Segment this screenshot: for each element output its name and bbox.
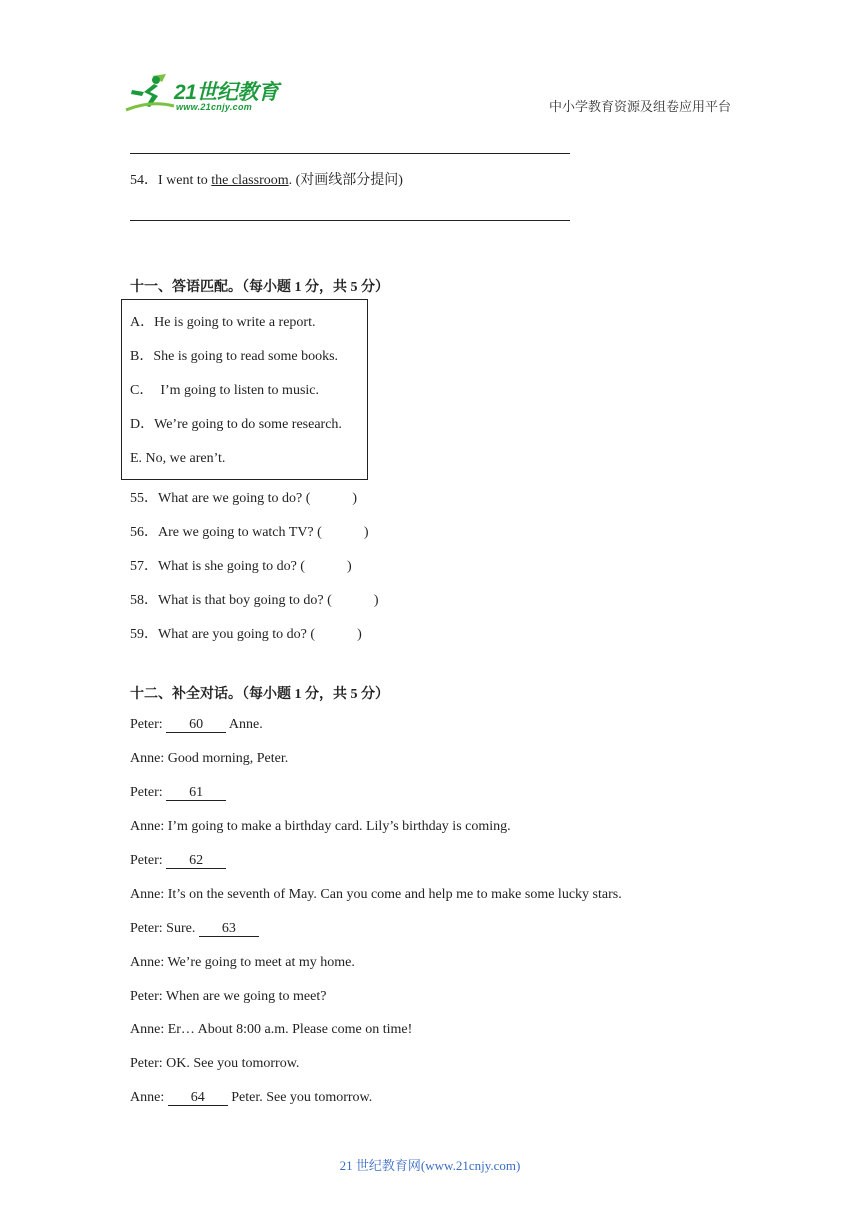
dialogue-line (130, 784, 226, 802)
close-paren: ) (352, 491, 358, 506)
dialogue-line: Anne: We’re going to meet at my home. (130, 955, 355, 970)
blank-62[interactable]: 62 (166, 853, 226, 869)
dialogue-line: Peter: When are we going to meet? (130, 989, 327, 1004)
blank-64[interactable]: 64 (168, 1090, 228, 1106)
answer-line (130, 153, 570, 154)
close-paren: ) (373, 593, 379, 608)
section-12-heading: 十二、补全对话。（每小题 1 分，共 5 分） (130, 687, 389, 702)
speaker-text: Peter: (130, 785, 167, 800)
question-56 (130, 524, 368, 542)
dialogue-text: Peter. See you tomorrow. (227, 1090, 373, 1105)
option-c: C． I’m going to listen to music. (130, 383, 319, 398)
blank-61[interactable]: 61 (166, 785, 226, 801)
logo-url: www.21cnjy.com (176, 102, 253, 112)
dialogue-line (130, 1089, 372, 1107)
close-paren: ) (346, 559, 352, 574)
dialogue-line (130, 716, 263, 734)
question-text: 59．What are you going to do? ( (130, 627, 316, 642)
header-tagline: 中小学教育资源及组卷应用平台 (549, 99, 732, 114)
question-text: 58．What is that boy going to do? ( (130, 593, 332, 608)
page-footer[interactable]: 21 世纪教育网(www.21cnjy.com) (339, 1158, 521, 1173)
question-55 (130, 490, 357, 508)
dialogue-line: Anne: Good morning, Peter. (130, 751, 289, 766)
question-text: 57．What is she going to do? ( (130, 559, 305, 574)
question-text-after: . (对画线部分提问) (288, 173, 403, 188)
answer-line (130, 220, 570, 221)
dialogue-line (130, 920, 259, 938)
question-text: 56．Are we going to watch TV? ( (130, 525, 322, 540)
question-text-before: I went to (158, 173, 212, 188)
speaker-text: Anne: (130, 1090, 168, 1105)
site-logo (122, 70, 292, 116)
speaker-text: Peter: Sure. (130, 921, 199, 936)
blank-63[interactable]: 63 (199, 921, 259, 937)
question-54 (130, 172, 403, 190)
close-paren: ) (357, 627, 362, 642)
speaker-text: Peter: (130, 717, 167, 732)
question-number: 54． (130, 173, 158, 188)
question-text: 55．What are we going to do? ( (130, 491, 311, 506)
option-e: E. No, we aren’t. (130, 451, 226, 466)
option-d: D．We’re going to do some research. (130, 417, 342, 432)
dialogue-line: Anne: Er… About 8:00 a.m. Please come on time! (130, 1022, 413, 1037)
dialogue-text: Anne. (226, 717, 263, 732)
dialogue-line: Anne: It’s on the seventh of May. Can you come and help me to make some lucky stars. (130, 887, 622, 902)
dialogue-line: Peter: OK. See you tomorrow. (130, 1056, 300, 1071)
underlined-phrase: the classroom (211, 173, 289, 188)
option-a: A．He is going to write a report. (130, 315, 316, 330)
dialogue-line (130, 852, 226, 870)
speaker-text: Peter: (130, 853, 167, 868)
blank-60[interactable]: 60 (166, 717, 226, 733)
question-57 (130, 558, 352, 576)
section-11-heading: 十一、答语匹配。（每小题 1 分，共 5 分） (130, 280, 389, 295)
runner-logo-icon (122, 70, 178, 114)
question-59 (130, 626, 362, 644)
close-paren: ) (363, 525, 369, 540)
dialogue-line: Anne: I’m going to make a birthday card. Lily’s birthday is coming. (130, 819, 511, 834)
logo-text: 21世纪教育 (174, 81, 279, 104)
option-b: B．She is going to read some books. (130, 349, 339, 364)
question-58 (130, 592, 378, 610)
